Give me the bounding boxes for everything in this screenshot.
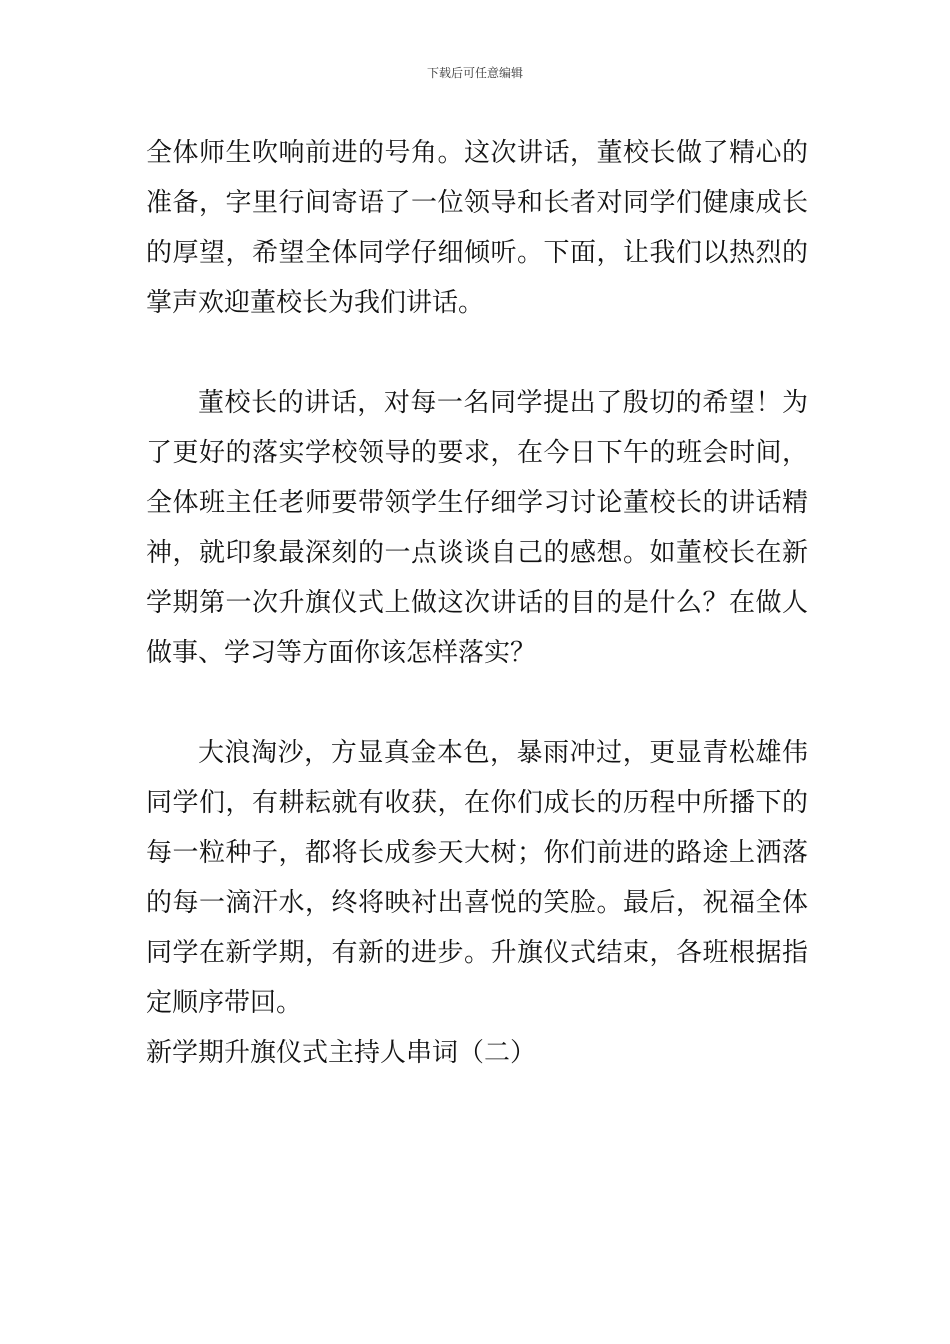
paragraph-2: 董校长的讲话，对每一名同学提出了殷切的希望！为了更好的落实学校领导的要求，在今日下午的班会时间，全体班主任老师要带领学生仔细学习讨论董校长的讲话精神，就印象最深刻的一点谈谈自己的感想。如董校长在新学期第一次升旗仪式上做这次讲话的目的是什么？在做人做事、学习等方面你该怎样落实？ — [146, 388, 808, 668]
paragraph-gap — [146, 328, 808, 378]
document-body — [146, 128, 808, 1078]
section-heading: 新学期升旗仪式主持人串词（二） — [146, 1038, 537, 1068]
paragraph-1: 全体师生吹响前进的号角。这次讲话，董校长做了精心的准备，字里行间寄语了一位领导和长者对同学们健康成长的厚望，希望全体同学仔细倾听。下面，让我们以热烈的掌声欢迎董校长为我们讲话。 — [146, 138, 808, 318]
header-note: 下载后可任意编辑 — [426, 66, 523, 80]
paragraph-gap — [146, 678, 808, 728]
paragraph-3: 大浪淘沙，方显真金本色，暴雨冲过，更显青松雄伟同学们，有耕耘就有收获，在你们成长的历程中所播下的每一粒种子，都将长成参天大树；你们前进的路途上洒落的每一滴汗水，终将映衬出喜悦的笑脸。最后，祝福全体同学在新学期，有新的进步。升旗仪式结束，各班根据指定顺序带回。 — [146, 738, 808, 1018]
